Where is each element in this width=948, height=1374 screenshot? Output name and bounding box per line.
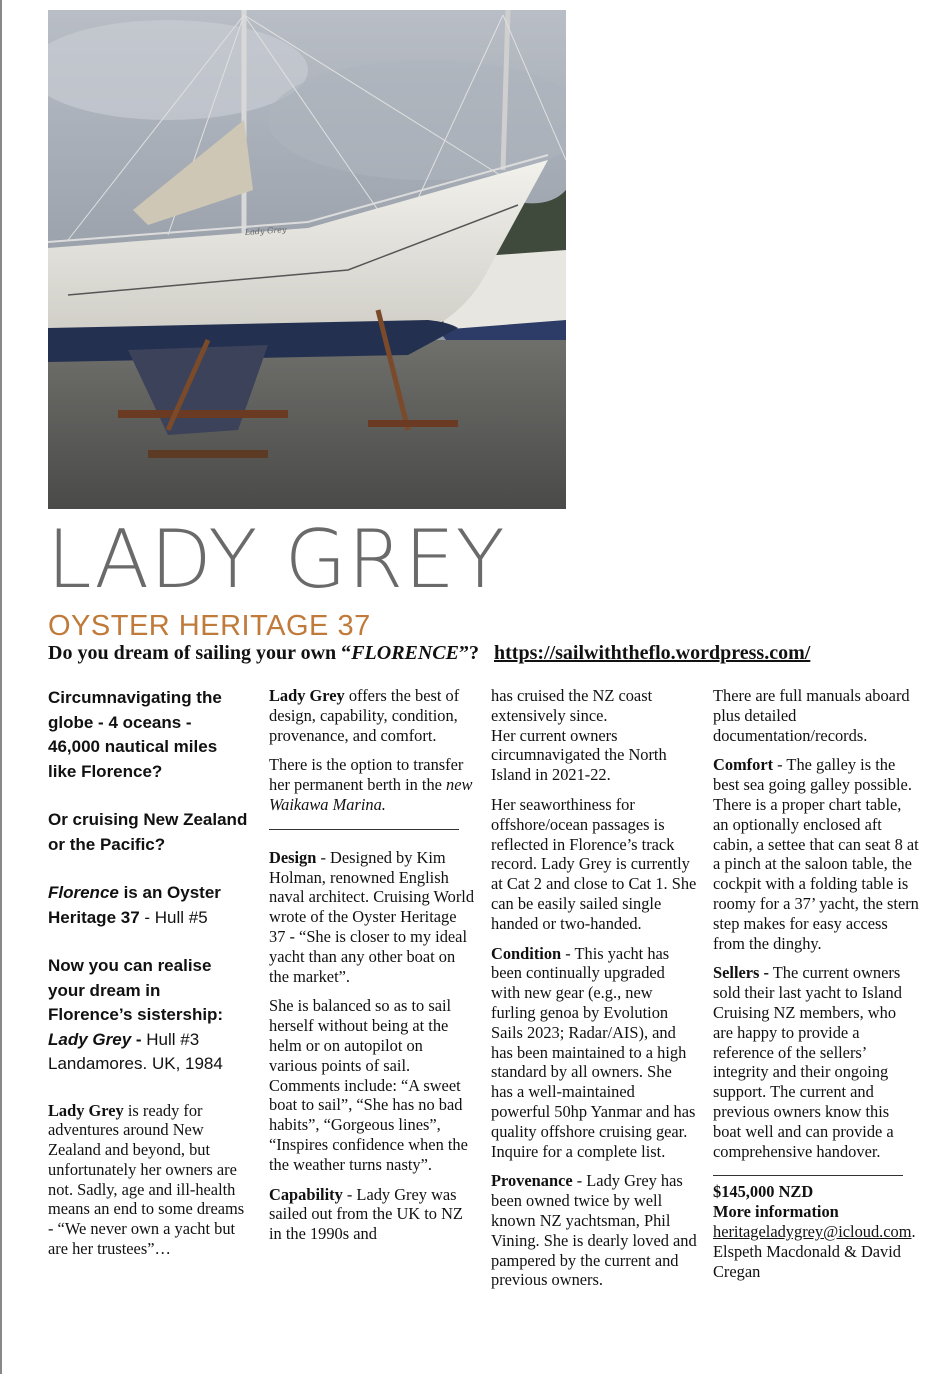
- sistership-intro: Now you can realise your dream in Florence’s sistership: Lady Grey - Hull #3 Landamores. UK, 1984: [48, 956, 224, 1073]
- comfort-paragraph: Comfort - The galley is the best sea going galley possible. There is a proper chart table, an optionally enclosed aft cabin, a settee that can seat 8 at a pinch at the saloon table, the cockpit with a folding table is roomy for a 37’ yacht, the stern step makes for easy access from the dinghy.: [713, 755, 919, 953]
- page-edge: [0, 0, 2, 1374]
- intro-question-1: Circumnavigating the globe - 4 oceans - 46,000 nautical miles like Florence?: [48, 688, 222, 781]
- more-info-label: More information: [713, 1202, 839, 1222]
- contact-names: . Elspeth Macdonald & David Cregan: [713, 1221, 916, 1281]
- florence-intro: Florence is an Oyster Heritage 37 - Hull #5: [48, 883, 221, 927]
- column-3: [491, 686, 697, 1300]
- sellers-paragraph: Sellers - The current owners sold their last yacht to Island Cruising NZ members, who are happy to provide a reference of the sellers’ integrity and their ongoing support. The current and previous owners know this boat well and can provide a comprehensive handover.: [713, 963, 902, 1161]
- tagline: [48, 642, 810, 665]
- email-link[interactable]: heritageladygrey@icloud.com: [713, 1221, 912, 1241]
- provenance-paragraph: Provenance - Lady Grey has been owned twice by well known NZ yachtsman, Phil Vining. She is dearly loved and pampered by the current and previous owners.: [491, 1171, 697, 1290]
- berth-paragraph: There is the option to transfer her permanent berth in the new Waikawa Marina.: [269, 755, 473, 814]
- page-title: LADY GREY: [47, 513, 506, 606]
- intro-question-2: Or cruising New Zealand or the Pacific?: [48, 810, 248, 854]
- manuals-paragraph: There are full manuals aboard plus detailed documentation/records.: [713, 686, 910, 745]
- balanced-paragraph: She is balanced so as to sail herself without being at the helm or on autopilot on various points of sail. Comments include: “A sweet boat to sail”, “She has no bad habits”, “Gorgeous lines”, “Inspires confidence when the the weather turns nasty”.: [269, 996, 468, 1174]
- section-divider: [269, 829, 459, 830]
- yacht-photo: [48, 10, 566, 509]
- page-subtitle: OYSTER HERITAGE 37: [48, 610, 371, 642]
- price-divider: [713, 1175, 903, 1176]
- condition-paragraph: Condition - This yacht has been continually upgraded with new gear (e.g., new furling genoa by Evolution Sails 2023; Radar/AIS), and has been maintained to a high standard by all owners. She has a well-maintained powerful 50hp Yanmar and has quality offshore cruising gear. Inquire for a complete list.: [491, 943, 696, 1161]
- column-4: [713, 686, 919, 1291]
- column-1: [48, 686, 248, 1269]
- column-2: [269, 686, 475, 1254]
- offers-paragraph: Lady Grey offers the best of design, capability, condition, provenance, and comfort.: [269, 686, 460, 745]
- blog-link[interactable]: https://sailwiththeflo.wordpress.com/: [494, 642, 811, 664]
- price: $145,000 NZD: [713, 1182, 814, 1202]
- contact-block: [713, 1182, 919, 1281]
- tagline-boat-name: FLORENCE: [351, 642, 459, 664]
- design-paragraph: Design - Designed by Kim Holman, renowned English naval architect. Cruising World wrote of the Oyster Heritage 37 - “She is closer to my ideal yacht than any other boat on the market”.: [269, 847, 475, 986]
- seaworthiness-paragraph: Her seaworthiness for offshore/ocean passages is reflected in Florence’s track record. Lady Grey is currently at Cat 2 and close to Cat 1. She can be easily sailed single handed or two-handed.: [491, 794, 697, 933]
- tagline-text-before: Do you dream of sailing your own “: [48, 642, 352, 664]
- owners-paragraph: Her current owners circumnavigated the North Island in 2021-22.: [491, 725, 667, 785]
- svg-text:Lady Grey: Lady Grey: [244, 225, 287, 237]
- tagline-text-after: ”?: [459, 642, 479, 664]
- cruised-paragraph: has cruised the NZ coast extensively since.: [491, 686, 653, 725]
- ready-paragraph: Lady Grey is ready for adventures around New Zealand and beyond, but unfortunately her owners are not. Sadly, age and ill-health means an end to some dreams - “We never own a yacht but are her trustees”…: [48, 1100, 245, 1259]
- capability-paragraph: Capability - Lady Grey was sailed out from the UK to NZ in the 1990s and: [269, 1184, 463, 1244]
